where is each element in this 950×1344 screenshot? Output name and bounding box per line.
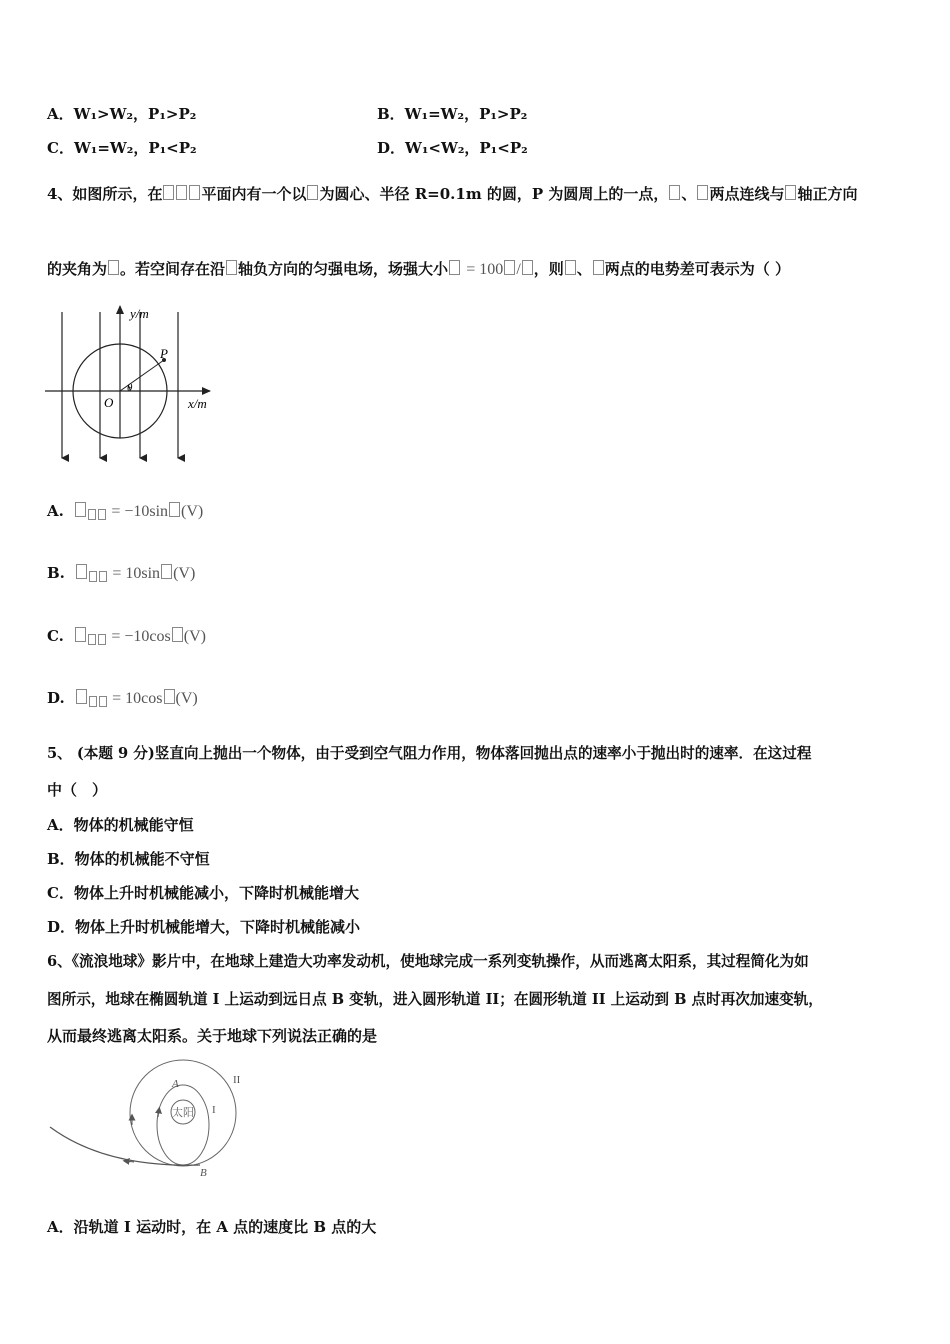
q4-electric-field-figure xyxy=(40,300,220,470)
origin-label: O xyxy=(104,395,114,410)
missing-glyph-icon xyxy=(785,185,796,200)
q3-option-d: D．W₁<W₂，P₁<P₂ xyxy=(377,139,528,157)
q4-option-d: D. = 10cos (V) xyxy=(47,689,198,707)
point-b-label: B xyxy=(200,1167,207,1179)
missing-glyph-icon xyxy=(669,185,680,200)
q6-stem-line2: 图所示，地球在椭圆轨道 I 上运动到远日点 B 变轨，进入圆形轨道 II；在圆形轨道 II 上运动到 B 点时再次加速变轨， xyxy=(47,991,823,1008)
missing-glyph-icon xyxy=(163,185,174,200)
q4-stem-line2: 的夹角为 。若空间存在沿 轴负方向的匀强电场，场强大小 = 100 / ，则 、 两点的电势差可表示为（ ） xyxy=(47,260,791,278)
missing-glyph-icon xyxy=(75,627,86,642)
missing-glyph-icon xyxy=(176,185,187,200)
q5-option-a: A．物体的机械能守恒 xyxy=(47,816,194,834)
missing-glyph-icon xyxy=(226,260,237,275)
missing-glyph-icon xyxy=(98,634,106,645)
q5-stem-line2: 中（ ） xyxy=(47,781,108,799)
q5-option-d: D．物体上升时机械能增大，下降时机械能减小 xyxy=(47,918,361,936)
missing-glyph-icon xyxy=(169,502,180,517)
q3-option-c: C．W₁=W₂，P₁<P₂ xyxy=(47,139,197,157)
missing-glyph-icon xyxy=(98,509,106,520)
missing-glyph-icon xyxy=(89,571,97,582)
orbit-i-label: I xyxy=(212,1104,216,1116)
missing-glyph-icon xyxy=(164,689,175,704)
missing-glyph-icon xyxy=(522,260,533,275)
missing-glyph-icon xyxy=(593,260,604,275)
q3-option-b: B．W₁=W₂，P₁>P₂ xyxy=(377,105,528,123)
missing-glyph-icon xyxy=(75,502,86,517)
missing-glyph-icon xyxy=(504,260,515,275)
missing-glyph-icon xyxy=(697,185,708,200)
q4-stem-line1: 4、如图所示，在 平面内有一个以 为圆心、半径 R=0.1m 的圆，P 为圆周上的一点， 、 两点连线与 轴正方向 xyxy=(47,185,858,203)
q6-stem-line1: 6、《流浪地球》影片中，在地球上建造大功率发动机，使地球完成一系列变轨操作，从而逃离太阳系，其过程简化为如 xyxy=(47,953,809,970)
field-strength-value: = 100 xyxy=(466,261,504,278)
missing-glyph-icon xyxy=(108,260,119,275)
sun-label: 太阳 xyxy=(172,1107,194,1119)
escape-trajectory xyxy=(50,1127,200,1165)
missing-glyph-icon xyxy=(172,627,183,642)
missing-glyph-icon xyxy=(99,571,107,582)
angle-label: θ xyxy=(127,382,133,394)
q4-option-a: A. = −10sin (V) xyxy=(47,502,204,520)
missing-glyph-icon xyxy=(449,260,460,275)
missing-glyph-icon xyxy=(88,634,96,645)
missing-glyph-icon xyxy=(189,185,200,200)
missing-glyph-icon xyxy=(89,696,97,707)
q4-option-b: B. = 10sin (V) xyxy=(47,564,196,582)
q6-orbit-figure xyxy=(48,1055,258,1195)
q4-option-c: C. = −10cos (V) xyxy=(47,627,206,645)
q5-option-b: B．物体的机械能不守恒 xyxy=(47,850,210,868)
missing-glyph-icon xyxy=(565,260,576,275)
q6-stem-line3: 从而最终逃离太阳系。关于地球下列说法正确的是 xyxy=(47,1027,378,1045)
missing-glyph-icon xyxy=(88,509,96,520)
orbit-i xyxy=(157,1085,209,1165)
q5-option-c: C．物体上升时机械能减小，下降时机械能增大 xyxy=(47,884,359,902)
point-a-label: A xyxy=(172,1078,179,1090)
q3-option-a: A．W₁>W₂，P₁>P₂ xyxy=(47,105,197,123)
missing-glyph-icon xyxy=(161,564,172,579)
missing-glyph-icon xyxy=(76,564,87,579)
point-p-label: P xyxy=(160,346,168,361)
orbit-ii-label: II xyxy=(233,1074,241,1086)
x-axis-label: x/m xyxy=(188,396,207,411)
missing-glyph-icon xyxy=(307,185,318,200)
q5-stem-line1: 5、 (本题 9 分)竖直向上抛出一个物体，由于受到空气阻力作用，物体落回抛出点的速率小于抛出时的速率．在这过程 xyxy=(47,745,812,762)
q6-option-a: A．沿轨道 I 运动时，在 A 点的速度比 B 点的大 xyxy=(47,1218,377,1236)
y-axis-label: y/m xyxy=(130,306,149,321)
missing-glyph-icon xyxy=(76,689,87,704)
missing-glyph-icon xyxy=(99,696,107,707)
